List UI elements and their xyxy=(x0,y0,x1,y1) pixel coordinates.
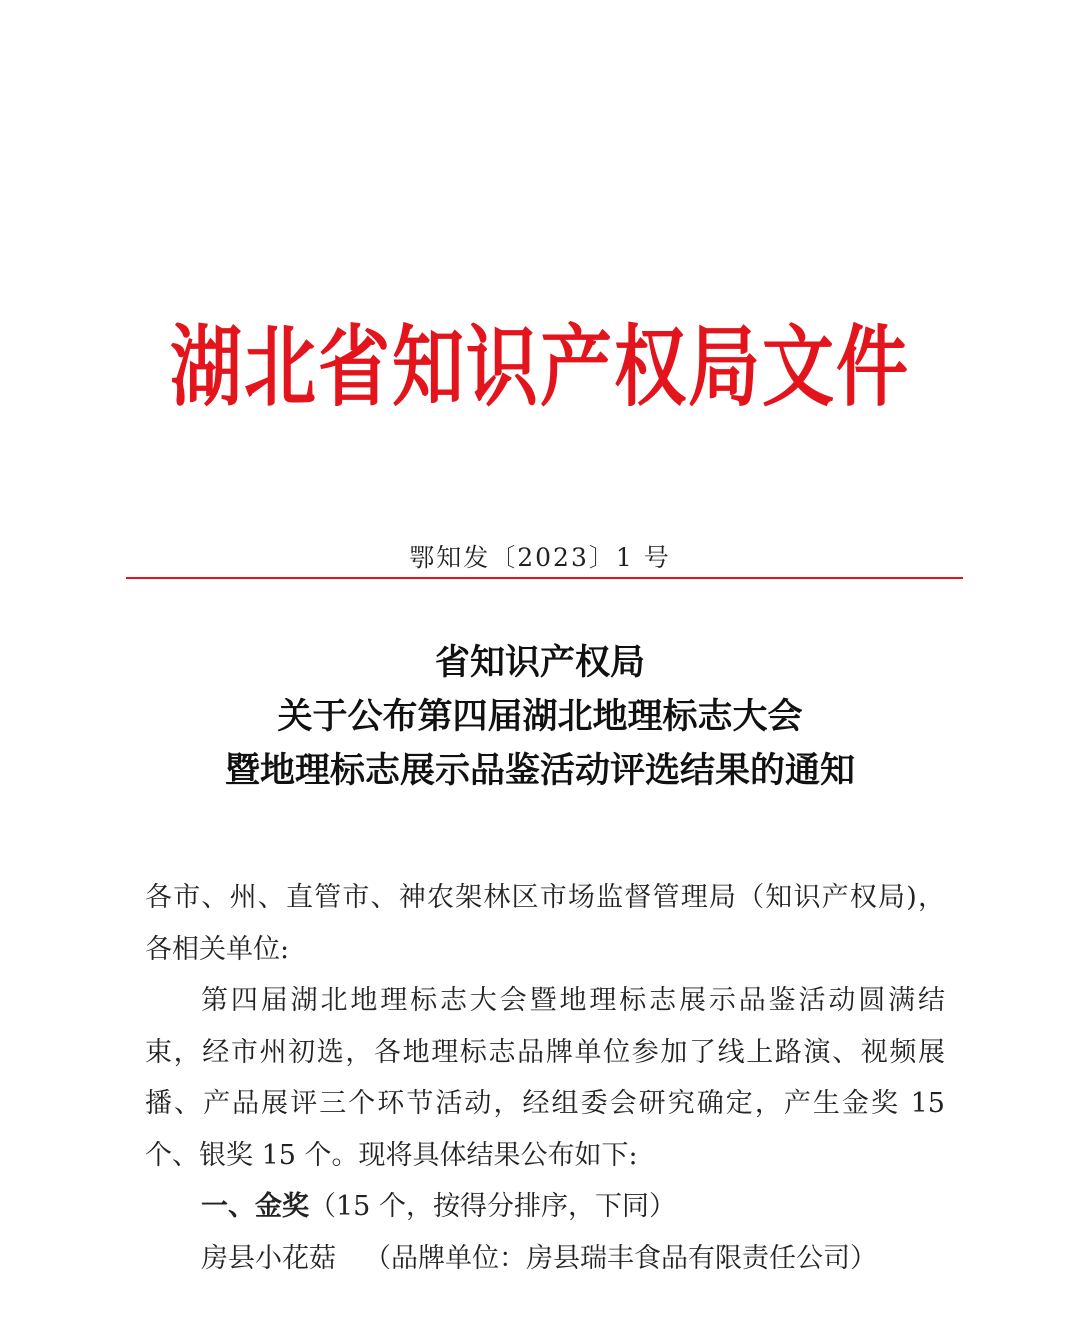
paragraph-line-4: 个、银奖 15 个。现将具体结果公布如下: xyxy=(145,1139,638,1171)
notice-body xyxy=(145,872,945,1284)
section-heading: 一、金奖 xyxy=(201,1191,309,1222)
salutation-line-1: 各市、州、直管市、神农架林区市场监督管理局（知识产权局)， xyxy=(145,882,945,913)
title-line-2: 关于公布第四届湖北地理标志大会 xyxy=(277,696,803,737)
notice-title xyxy=(0,636,1080,798)
award-item-name: 房县小花菇 xyxy=(201,1242,336,1274)
paragraph-line-1: 第四届湖北地理标志大会暨地理标志展示品鉴活动圆满结 xyxy=(201,985,945,1016)
paragraph-line-2: 束，经市州初选，各地理标志品牌单位参加了线上路演、视频展 xyxy=(145,1036,945,1068)
salutation-line-2: 各相关单位: xyxy=(145,933,290,965)
paragraph-line-3: 播、产品展评三个环节活动，经组委会研究确定，产生金奖 15 xyxy=(145,1088,945,1119)
red-divider xyxy=(126,577,963,579)
title-line-3: 暨地理标志展示品鉴活动评选结果的通知 xyxy=(224,750,855,791)
masthead-title: 湖北省知识产权局文件 xyxy=(169,315,910,419)
title-line-1: 省知识产权局 xyxy=(434,642,645,683)
award-item-unit: （品牌单位：房县瑞丰食品有限责任公司） xyxy=(364,1242,877,1274)
section-gold-award xyxy=(145,1181,945,1233)
document-number: 鄂知发〔2023〕1 号 xyxy=(409,543,671,572)
section-note: （15 个，按得分排序，下同） xyxy=(309,1191,676,1222)
award-item xyxy=(145,1233,945,1285)
